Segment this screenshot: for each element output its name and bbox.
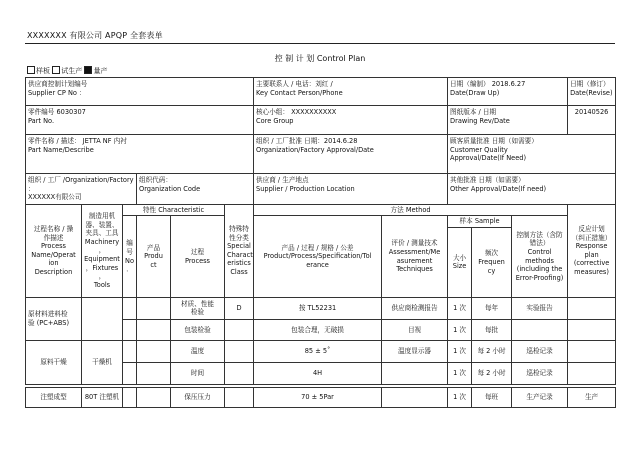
core-group-cell: 核心小组： XXXXXXXXXX Core Group [254,106,448,135]
col-sample: 样本 Sample [448,216,512,228]
production-checkbox[interactable] [84,66,92,74]
col-size: 大小 Size [448,227,472,297]
row4-spec: 4H [254,362,382,384]
company-header: XXXXXXX 有限公司 APQP 全套表单 [27,31,163,40]
row3-freq: 每 2 小时 [472,340,512,362]
row1-control: 实验报告 [512,297,568,319]
col-reaction: 反应计划 （纠正措施） Response plan (corrective measures) [568,204,616,297]
row2-special [225,319,254,340]
col-process-name: 过程名称 / 操 作描述 Process Name/Operat ion Description [26,204,82,297]
header-divider [25,43,615,44]
date-revise-cell: 日期（修订） Date(Revise) [568,78,616,106]
org-factory-cell: 组织 / 工厂 /Organization/Factory ： XXXXXX有限公司 [26,174,137,205]
row5-no [123,387,137,407]
row4-special [225,362,254,384]
row5-spec: 70 ± 5Par [254,387,382,407]
row1-process: 原材料进料检 验 (PC+ABS) [26,297,82,340]
row3-machine: 干燥机 [82,340,123,384]
row2-spec: 包装合理，无破损 [254,319,382,340]
row2-eval: 目视 [382,319,448,340]
row1-size: 1 次 [448,297,472,319]
org-approval-cell: 组织 / 工厂批准 日期：2014.6.28 Organization/Factory Approval/Date [254,135,448,174]
row4-reaction [568,362,616,384]
column-header-row-1 [26,204,616,216]
row5-special [225,387,254,407]
row1-spec: 按 TL52231 [254,297,382,319]
row5-eval [382,387,448,407]
date-draw-cell: 日期（编制） 2018.6.27 Date(Draw Up) [448,78,568,106]
row3-product [137,340,171,362]
row1-eval: 供应商检测报告 [382,297,448,319]
row4-size: 1 次 [448,362,472,384]
row4-proc: 时间 [171,362,225,384]
table-row [26,297,616,319]
row1-machine [82,297,123,340]
row2-product-empty [137,319,171,340]
row3-special [225,340,254,362]
row1-product: 材质、性能 检验 [171,297,225,319]
page-title: 控 制 计 划 Control Plan [274,54,366,63]
col-spec: 产品 / 过程 / 规格 / 公差 Product/Process/Specification/Tol erance [254,216,382,298]
row3-no [123,340,137,362]
row5-process: 注塑成型 [26,387,82,407]
row1-reaction [568,297,616,319]
row3-process: 原料干燥 [26,340,82,384]
production-label: 量产 [93,67,108,75]
row1-special: D [225,297,254,319]
row3-proc: 温度 [171,340,225,362]
row5-machine: 80T 注塑机 [82,387,123,407]
row2-product: 包装检验 [171,319,225,340]
row4-eval [382,362,448,384]
customer-quality-cell: 顾客质量批准 日期（如需要） Customer Quality Approval/Date(If Need) [448,135,616,174]
row4-no [123,362,137,384]
prototype-label: 样板 [36,67,50,75]
row3-reaction [568,340,616,362]
part-name-cell: 零件名称 / 描述： JETTA NF 内衬 Part Name/Describe [26,135,254,174]
row1-product-empty [137,297,171,319]
info-row-3 [26,135,616,174]
row1-no [123,297,137,319]
row5-reaction: 生产 [568,387,616,407]
col-freq: 频次 Frequen cy [472,227,512,297]
row5-control: 生产记录 [512,387,568,407]
prelaunch-label: 试生产 [61,67,83,75]
prelaunch-checkbox[interactable] [52,66,60,74]
row2-freq: 每批 [472,319,512,340]
info-row-4 [26,174,616,205]
row3-size: 1 次 [448,340,472,362]
row3-eval: 温度显示器 [382,340,448,362]
supplier-cp-cell: 供应商控制计划编号 Supplier CP No ： [26,78,254,106]
drawing-rev-value: 20140526 [568,106,616,135]
col-characteristic: 特性 Characteristic [123,204,225,216]
row5-freq: 每班 [472,387,512,407]
row2-no [123,319,137,340]
row2-reaction [568,319,616,340]
table-row [26,387,616,407]
col-process: 过程 Process [171,216,225,298]
col-special-class: 特殊特 性分类 Special Charact eristics Class [225,204,254,297]
row4-freq: 每 2 小时 [472,362,512,384]
row1-freq: 每年 [472,297,512,319]
part-no-cell: 零件编号 6030307 Part No. [26,106,254,135]
col-method: 方法 Method [254,204,568,216]
table-row [26,340,616,362]
col-machine: 制造用机 器、装置、 夹具、工具 Machinery ， Equipment ，Fixtures ， Tools [82,204,123,297]
row5-proc: 保压压力 [171,387,225,407]
plan-type-options [27,66,107,76]
row2-control [512,319,568,340]
row5-product [137,387,171,407]
col-no: 编 号 No ． [123,216,137,298]
drawing-rev-cell: 图纸版本 / 日期 Drawing Rev/Date [448,106,568,135]
prototype-checkbox[interactable] [27,66,35,74]
org-code-cell: 组织代码： Organization Code [137,174,254,205]
row3-spec: 85 ± 5˚ [254,340,382,362]
col-eval: 评价 / 测量技术 Assessment/Me asurement Techniques [382,216,448,298]
row4-product [137,362,171,384]
other-approval-cell: 其他批准 日期（如需要） Other Approval/Date(If need) [448,174,616,205]
row5-size: 1 次 [448,387,472,407]
col-product: 产品 Produ ct [137,216,171,298]
info-row-2 [26,106,616,135]
control-plan-table [25,77,616,408]
supplier-location-cell: 供应商 / 生产地点 Supplier / Production Location [254,174,448,205]
row4-control: 巡检记录 [512,362,568,384]
row2-size: 1 次 [448,319,472,340]
key-contact-cell: 主要联系人 / 电话：刘红 / Key Contact Person/Phone [254,78,448,106]
row3-control: 巡检记录 [512,340,568,362]
info-row-1 [26,78,616,106]
col-control: 控制方法（含防 错法） Control methods (including the Error-Proofing) [512,216,568,298]
